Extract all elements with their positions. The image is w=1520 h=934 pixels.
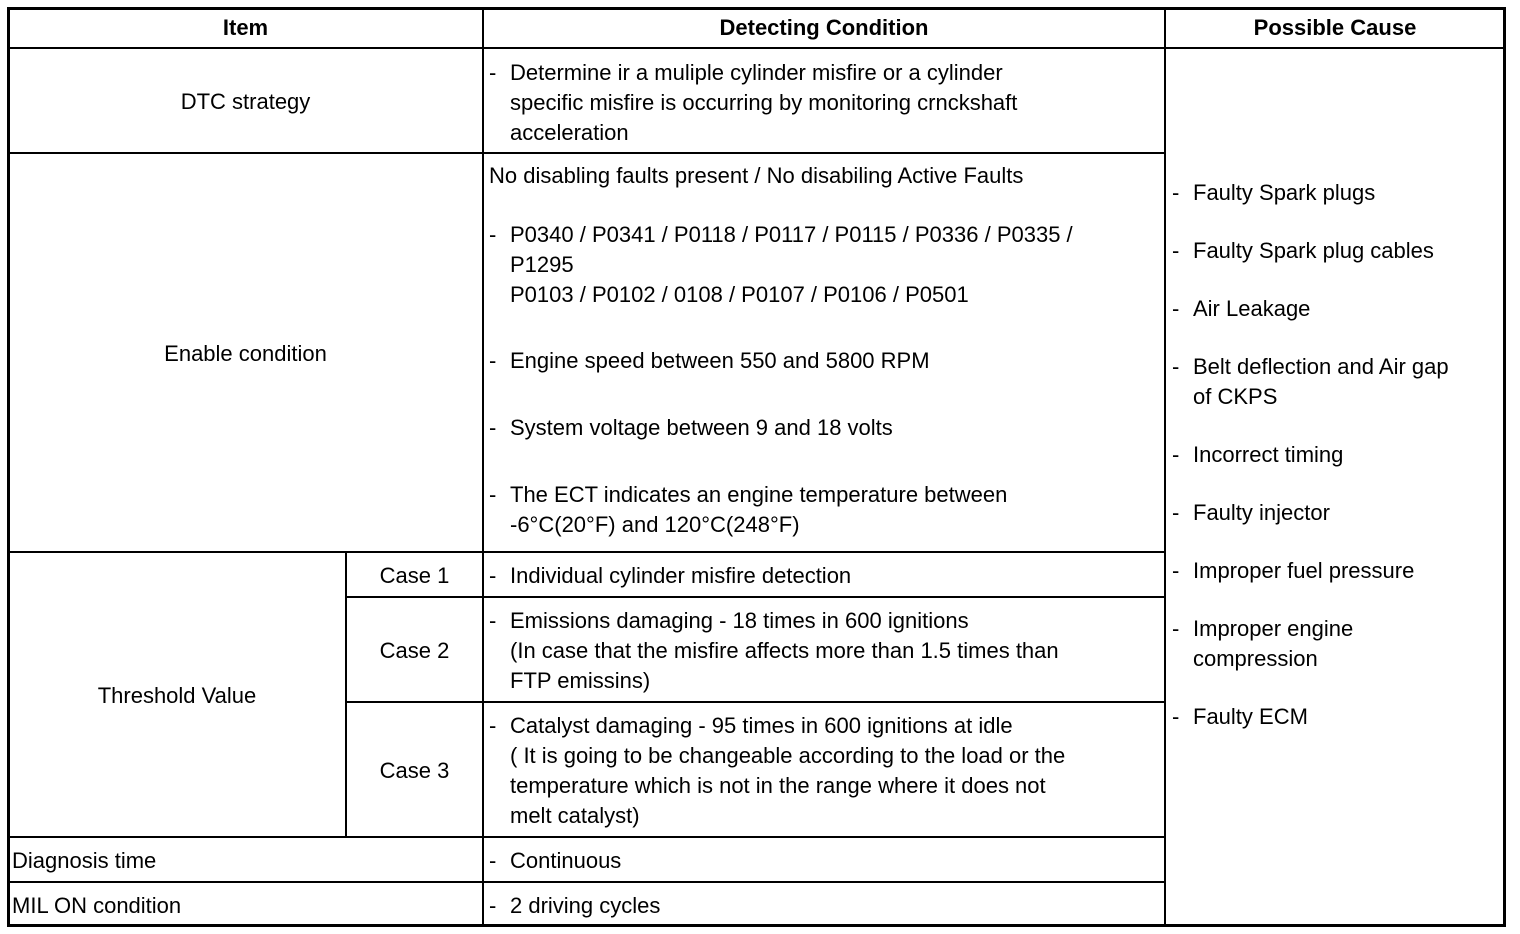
enable-ect-bullet [489, 480, 1007, 540]
dash-glyph: - [489, 563, 497, 588]
text-line: -6°C(20°F) and 120°C(248°F) [510, 512, 800, 537]
text-line: Continuous [510, 848, 622, 873]
label-dtc-strategy: DTC strategy [180, 89, 311, 114]
text-line: Faulty injector [1193, 500, 1330, 525]
text-line: FTP emissins) [510, 668, 651, 693]
dash-glyph: - [489, 482, 497, 507]
enable-engine-speed [489, 346, 930, 376]
diagnosis-time-value [489, 846, 621, 876]
case-1-detail [489, 561, 851, 591]
dash-glyph: - [1172, 442, 1180, 467]
enable-intro: No disabling faults present / No disabiling Active Faults [489, 163, 1024, 188]
text-line: Engine speed between 550 and 5800 RPM [510, 348, 930, 373]
header-detecting-condition: Detecting Condition [719, 15, 929, 40]
label-enable-condition: Enable condition [164, 341, 327, 366]
text-line: Faulty ECM [1193, 704, 1308, 729]
text-line: Faulty Spark plugs [1193, 180, 1376, 205]
enable-engine-speed-bullet [489, 346, 930, 376]
enable-ect [489, 480, 1007, 540]
cause-item [1172, 352, 1449, 412]
text-line: P0340 / P0341 / P0118 / P0117 / P0115 / P0336 / P0335 / [510, 222, 1073, 247]
label-diagnosis-time: Diagnosis time [12, 848, 157, 873]
text-line: P1295 [510, 252, 574, 277]
label-mil-on-condition: MIL ON condition [12, 893, 182, 918]
dtc-strategy-detail [489, 58, 1017, 148]
dash-glyph: - [489, 415, 497, 440]
dash-glyph: - [489, 348, 497, 373]
rule-enable [7, 551, 1165, 553]
cause-item [1172, 556, 1449, 586]
text-line: 2 driving cycles [510, 893, 661, 918]
text-line: acceleration [510, 120, 629, 145]
text-line: Improper fuel pressure [1193, 558, 1415, 583]
dash-glyph: - [489, 893, 497, 918]
text-line: Incorrect timing [1193, 442, 1344, 467]
cause-item [1172, 440, 1449, 470]
diagnosis-time-bullet [489, 846, 621, 876]
text-line: Individual cylinder misfire detection [510, 563, 852, 588]
text-line: The ECT indicates an engine temperature between [510, 482, 1008, 507]
dash-glyph: - [1172, 296, 1180, 321]
text-line: Catalyst damaging - 95 times in 600 ignitions at idle [510, 713, 1013, 738]
cause-item [1172, 702, 1449, 732]
text-line: System voltage between 9 and 18 volts [510, 415, 893, 440]
text-line: temperature which is not in the range where it does not [510, 773, 1046, 798]
label-case-3: Case 3 [379, 758, 450, 783]
text-line: ( It is going to be changeable according to the load or the [510, 743, 1066, 768]
dash-glyph: - [489, 848, 497, 873]
rule-col2 [1164, 7, 1166, 927]
rule-dtc [7, 152, 1165, 154]
rule-header [7, 47, 1506, 49]
dash-glyph: - [1172, 616, 1180, 641]
possible-cause-list [1172, 178, 1449, 732]
dash-glyph: - [1172, 500, 1180, 525]
case-3-detail [489, 711, 1065, 831]
text-line: compression [1193, 646, 1318, 671]
dash-glyph: - [1172, 354, 1180, 379]
rule-case2 [346, 701, 1165, 703]
enable-codes [489, 220, 1073, 310]
dash-glyph: - [1172, 180, 1180, 205]
rule-col1 [482, 7, 484, 927]
label-case-1: Case 1 [379, 563, 450, 588]
rule-threshold [7, 836, 1165, 838]
case-1-bullet [489, 561, 851, 591]
text-line: Improper engine [1193, 616, 1354, 641]
label-case-2: Case 2 [379, 638, 450, 663]
text-line: Faulty Spark plug cables [1193, 238, 1434, 263]
text-line: Emissions damaging - 18 times in 600 ignitions [510, 608, 969, 633]
cause-item [1172, 614, 1449, 674]
dash-glyph: - [1172, 704, 1180, 729]
dash-glyph: - [489, 222, 497, 247]
text-line: Air Leakage [1193, 296, 1311, 321]
dash-glyph: - [489, 713, 497, 738]
text-line: specific misfire is occurring by monitoring crnckshaft [510, 90, 1018, 115]
case-3-bullet [489, 711, 1065, 831]
text-line: (In case that the misfire affects more than 1.5 times than [510, 638, 1059, 663]
mil-on-value [489, 891, 660, 921]
dash-glyph: - [489, 60, 497, 85]
case-2-detail [489, 606, 1059, 696]
header-item: Item [222, 15, 269, 40]
cause-item [1172, 498, 1449, 528]
rule-diagnosis [7, 881, 1165, 883]
enable-voltage-bullet [489, 413, 893, 443]
text-line: melt catalyst) [510, 803, 640, 828]
dash-glyph: - [1172, 558, 1180, 583]
enable-voltage [489, 413, 893, 443]
dash-glyph: - [1172, 238, 1180, 263]
rule-case-col [345, 551, 347, 837]
mil-on-bullet [489, 891, 660, 921]
cause-item [1172, 294, 1449, 324]
text-line: P0103 / P0102 / 0108 / P0107 / P0106 / P0501 [510, 282, 969, 307]
text-line: Determine ir a muliple cylinder misfire or a cylinder [510, 60, 1003, 85]
header-possible-cause: Possible Cause [1253, 15, 1417, 40]
rule-case1 [346, 596, 1165, 598]
dtc-strategy-bullet [489, 58, 1017, 148]
case-2-bullet [489, 606, 1059, 696]
cause-item [1172, 236, 1449, 266]
text-line: of CKPS [1193, 384, 1278, 409]
cause-item [1172, 178, 1449, 208]
dash-glyph: - [489, 608, 497, 633]
text-line: Belt deflection and Air gap [1193, 354, 1449, 379]
label-threshold-value: Threshold Value [97, 683, 257, 708]
enable-codes-bullet [489, 220, 1073, 310]
